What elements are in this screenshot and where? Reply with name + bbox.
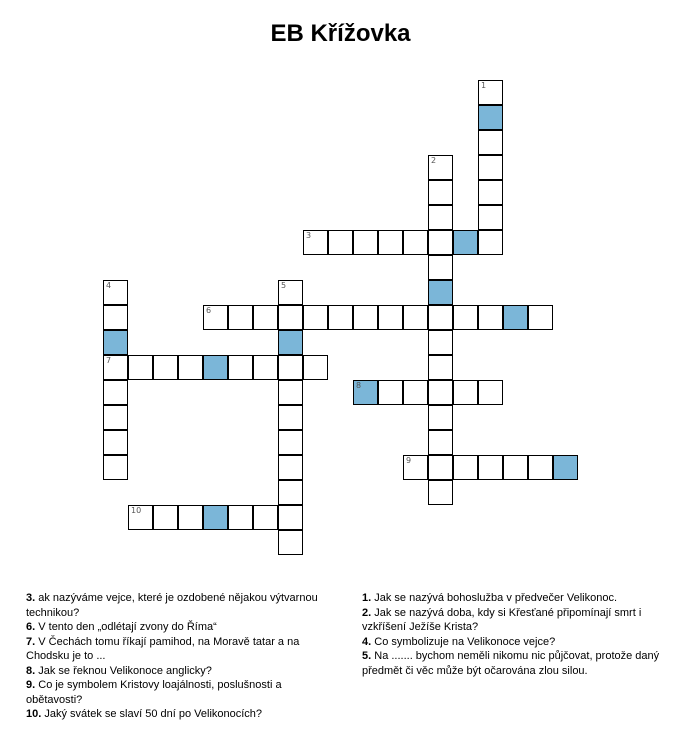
crossword-cell[interactable] <box>303 355 328 380</box>
cell-number: 1 <box>481 81 487 90</box>
crossword-cell[interactable] <box>153 505 178 530</box>
crossword-cell[interactable] <box>553 455 578 480</box>
crossword-cell[interactable] <box>278 380 303 405</box>
crossword-cell[interactable] <box>453 305 478 330</box>
crossword-cell[interactable] <box>278 355 303 380</box>
crossword-cell[interactable] <box>428 255 453 280</box>
cell-number: 4 <box>106 281 112 290</box>
crossword-cell[interactable] <box>378 230 403 255</box>
crossword-cell[interactable] <box>228 355 253 380</box>
crossword-cell[interactable] <box>378 305 403 330</box>
crossword-cell-start[interactable] <box>103 280 128 305</box>
cell-number: 5 <box>281 281 287 290</box>
crossword-cell[interactable] <box>453 380 478 405</box>
crossword-cell-start[interactable] <box>278 280 303 305</box>
crossword-cell[interactable] <box>203 505 228 530</box>
crossword-cell-start[interactable] <box>203 305 228 330</box>
crossword-cell[interactable] <box>278 480 303 505</box>
crossword-cell[interactable] <box>253 305 278 330</box>
crossword-cell[interactable] <box>478 205 503 230</box>
clue-text: Jak se nazývá bohoslužba v předvečer Velikonoc. <box>371 592 617 604</box>
clue-text: Co symbolizuje na Velikonoce vejce? <box>371 635 556 648</box>
crossword-cell[interactable] <box>203 355 228 380</box>
clue-across <box>26 635 326 664</box>
crossword-cell[interactable] <box>428 180 453 205</box>
crossword-cell[interactable] <box>428 380 453 405</box>
crossword-cell[interactable] <box>503 305 528 330</box>
crossword-cell[interactable] <box>528 455 553 480</box>
crossword-cell[interactable] <box>428 430 453 455</box>
crossword-cell[interactable] <box>353 305 378 330</box>
crossword-cell[interactable] <box>478 305 503 330</box>
crossword-cell[interactable] <box>228 305 253 330</box>
clue-across <box>26 678 326 707</box>
crossword-cell[interactable] <box>178 355 203 380</box>
crossword-cell[interactable] <box>428 405 453 430</box>
cell-number: 8 <box>356 381 362 390</box>
crossword-cell-start[interactable] <box>128 505 153 530</box>
clue-number: 9. <box>26 679 36 691</box>
crossword-cell[interactable] <box>103 405 128 430</box>
crossword-cell[interactable] <box>428 455 453 480</box>
cell-number: 7 <box>106 356 112 365</box>
clue-text: Jak se nazývá doba, kdy si Křesťané připomínají smrt i vzkříšení Ježíše Krista? <box>362 606 642 633</box>
crossword-cell[interactable] <box>428 330 453 355</box>
cell-number: 2 <box>431 156 437 165</box>
crossword-cell[interactable] <box>278 505 303 530</box>
crossword-cell[interactable] <box>478 230 503 255</box>
crossword-cell[interactable] <box>178 505 203 530</box>
clue-text: V tento den „odlétají zvony do Říma“ <box>35 621 217 633</box>
crossword-cell[interactable] <box>103 305 128 330</box>
crossword-cell[interactable] <box>278 530 303 555</box>
crossword-cell[interactable] <box>428 480 453 505</box>
crossword-cell[interactable] <box>428 280 453 305</box>
crossword-cell[interactable] <box>403 230 428 255</box>
clue-across <box>26 664 326 679</box>
crossword-cell-start[interactable] <box>428 155 453 180</box>
crossword-cell[interactable] <box>278 455 303 480</box>
page-title: EB Křížovka <box>270 20 411 47</box>
crossword-cell[interactable] <box>478 455 503 480</box>
crossword-cell[interactable] <box>453 455 478 480</box>
clue-number: 5. <box>362 650 372 662</box>
crossword-cell[interactable] <box>478 180 503 205</box>
crossword-cell[interactable] <box>103 330 128 355</box>
crossword-cell[interactable] <box>228 505 253 530</box>
crossword-cell[interactable] <box>428 355 453 380</box>
crossword-cell-start[interactable] <box>403 455 428 480</box>
crossword-cell[interactable] <box>378 380 403 405</box>
crossword-cell[interactable] <box>403 380 428 405</box>
clue-down <box>362 635 674 650</box>
crossword-cell-start[interactable] <box>478 80 503 105</box>
clue-text: Co je symbolem Kristovy loajálnosti, poslušnosti a obětavosti? <box>26 679 282 706</box>
crossword-cell[interactable] <box>278 330 303 355</box>
crossword-cell[interactable] <box>428 305 453 330</box>
crossword-cell[interactable] <box>528 305 553 330</box>
crossword-cell[interactable] <box>303 305 328 330</box>
crossword-cell[interactable] <box>103 455 128 480</box>
crossword-cell[interactable] <box>478 105 503 130</box>
clue-text: V Čechách tomu říkají pamihod, na Moravě tatar a na Chodsku je to ... <box>26 635 300 662</box>
crossword-cell[interactable] <box>103 430 128 455</box>
crossword-cell[interactable] <box>328 305 353 330</box>
clue-text: Na ....... bychom neměli nikomu nic půjčovat, protože daný předmět či věc může být očarována zlou silou. <box>362 650 660 677</box>
crossword-cell[interactable] <box>153 355 178 380</box>
cell-number: 9 <box>406 456 412 465</box>
cell-number: 6 <box>206 306 212 315</box>
crossword-cell[interactable] <box>278 305 303 330</box>
clue-across <box>26 620 326 635</box>
clue-number: 3. <box>26 592 36 604</box>
crossword-cell[interactable] <box>253 355 278 380</box>
crossword-cell[interactable] <box>278 405 303 430</box>
clues-down <box>362 591 674 678</box>
clue-down <box>362 649 674 678</box>
clues-across <box>26 591 326 722</box>
crossword-cell[interactable] <box>478 155 503 180</box>
crossword-cell[interactable] <box>478 380 503 405</box>
crossword-cell[interactable] <box>428 205 453 230</box>
cell-number: 10 <box>131 506 142 515</box>
clue-text: ak nazýváme vejce, které je ozdobené nějakou výtvarnou technikou? <box>26 592 318 619</box>
clue-number: 7. <box>26 635 36 648</box>
crossword-cell[interactable] <box>328 230 353 255</box>
crossword-cell[interactable] <box>503 455 528 480</box>
clue-down <box>362 591 674 606</box>
crossword-cell[interactable] <box>103 380 128 405</box>
crossword-cell[interactable] <box>478 130 503 155</box>
clue-number: 8. <box>26 664 36 677</box>
clue-text: Jaký svátek se slaví 50 dní po Velikonocích? <box>41 708 263 720</box>
clue-number: 1. <box>362 592 372 604</box>
crossword-cell[interactable] <box>128 355 153 380</box>
clue-down <box>362 606 674 635</box>
clue-across <box>26 707 326 722</box>
crossword-cell-start[interactable] <box>303 230 328 255</box>
crossword-cell-start[interactable] <box>353 380 378 405</box>
crossword-cell[interactable] <box>403 305 428 330</box>
clue-across <box>26 591 326 620</box>
clue-text: Jak se řeknou Velikonoce anglicky? <box>35 664 212 677</box>
clue-number: 10. <box>26 708 42 720</box>
crossword-cell[interactable] <box>278 430 303 455</box>
crossword-cell-start[interactable] <box>103 355 128 380</box>
crossword-cell[interactable] <box>253 505 278 530</box>
crossword-cell[interactable] <box>353 230 378 255</box>
clue-number: 6. <box>26 621 36 633</box>
clue-number: 4. <box>362 635 372 648</box>
clue-number: 2. <box>362 606 372 619</box>
crossword-cell[interactable] <box>428 230 453 255</box>
cell-number: 3 <box>306 231 312 240</box>
crossword-cell[interactable] <box>453 230 478 255</box>
